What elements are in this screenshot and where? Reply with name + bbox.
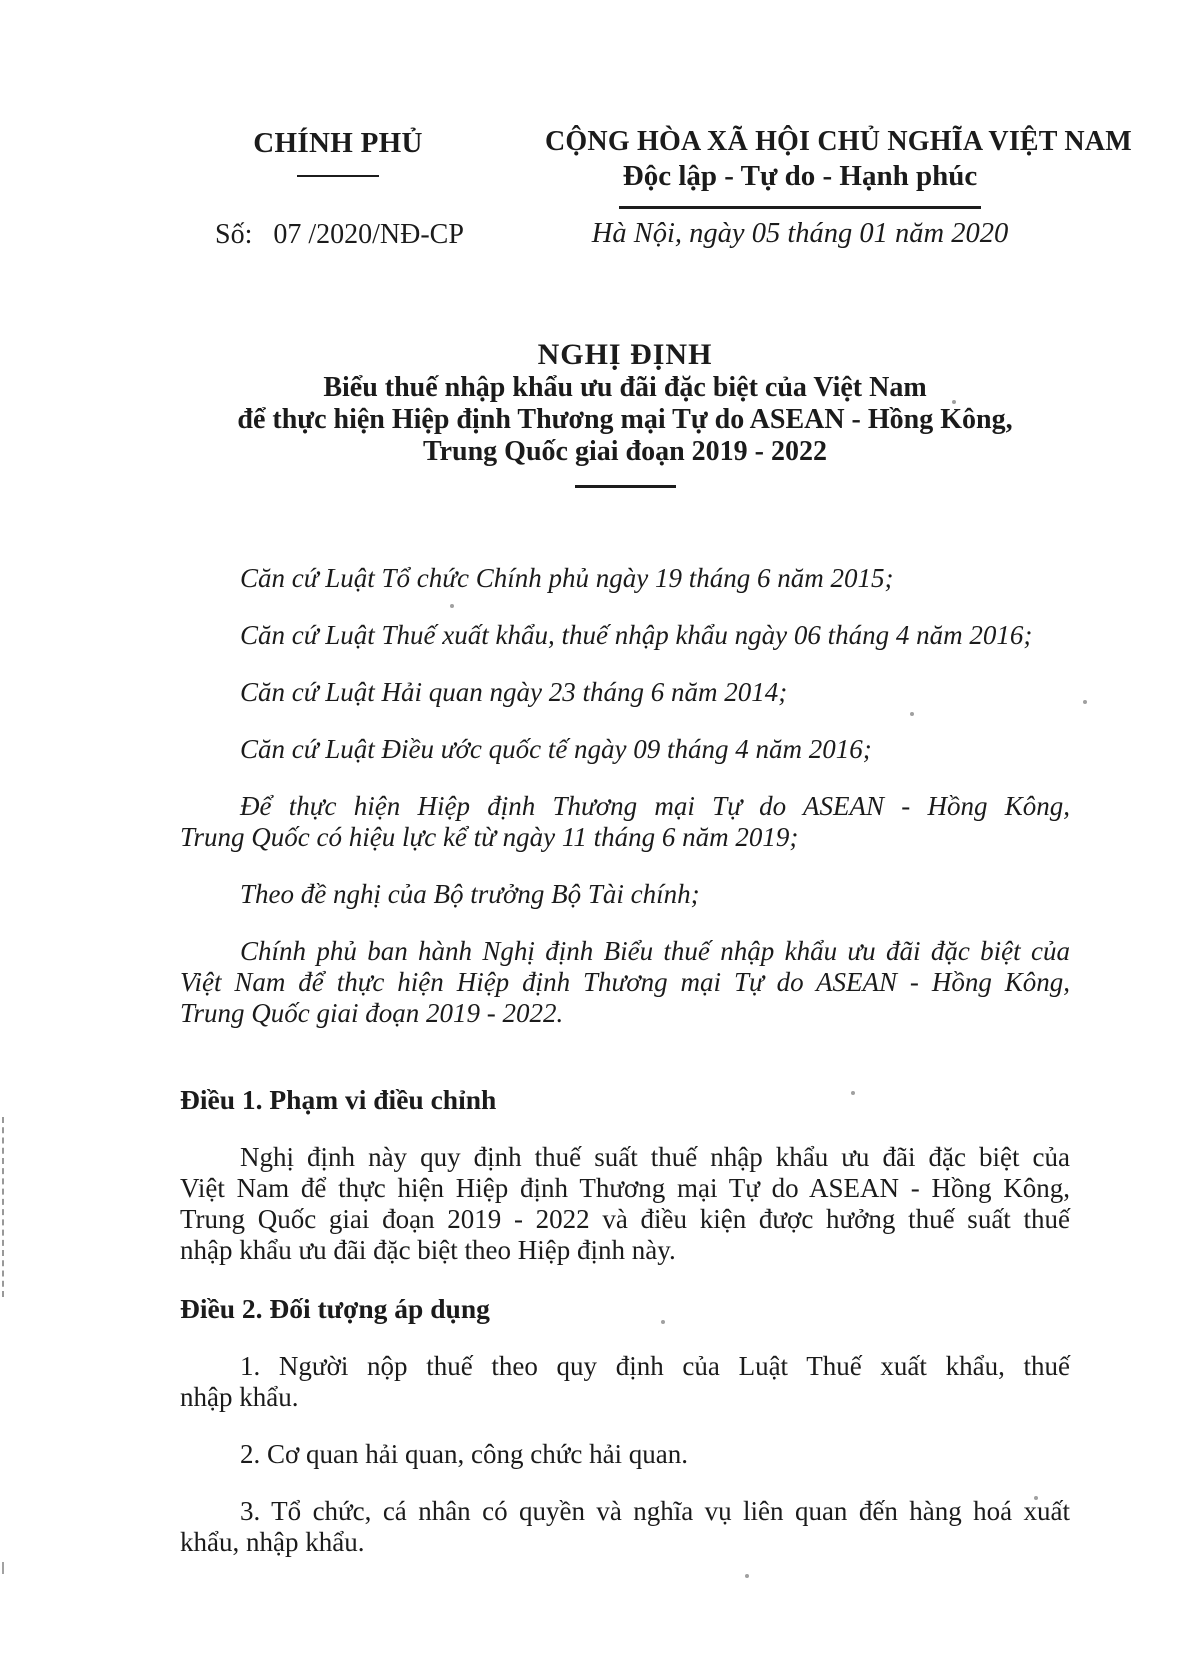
preamble-line: Căn cứ Luật Điều ước quốc tế ngày 09 tháng 4 năm 2016; bbox=[240, 734, 872, 764]
issuing-authority: CHÍNH PHỦ bbox=[253, 127, 423, 159]
article-2-clause-1 bbox=[180, 1351, 1070, 1413]
preamble-paragraph bbox=[180, 563, 1070, 594]
article-line: khẩu, nhập khẩu. bbox=[180, 1527, 365, 1557]
article-line: 1. Người nộp thuế theo quy định của Luật Thuế xuất khẩu, thuế bbox=[240, 1351, 1070, 1381]
motto-underline bbox=[619, 206, 981, 209]
scan-speck bbox=[910, 712, 914, 716]
national-name: CỘNG HÒA XÃ HỘI CHỦ NGHĨA VIỆT NAM bbox=[545, 126, 1132, 157]
document-kind: NGHỊ ĐỊNH bbox=[537, 338, 713, 371]
article-2-clause-3 bbox=[180, 1496, 1070, 1558]
preamble-paragraph bbox=[180, 936, 1070, 1029]
article-1-heading: Điều 1. Phạm vi điều chỉnh bbox=[180, 1084, 497, 1115]
article-line: Nghị định này quy định thuế suất thuế nhập khẩu ưu đãi đặc biệt của bbox=[240, 1142, 1070, 1172]
scan-speck bbox=[851, 1091, 855, 1095]
preamble-paragraph bbox=[180, 879, 1070, 910]
article-line: nhập khẩu ưu đãi đặc biệt theo Hiệp định này. bbox=[180, 1235, 676, 1265]
issuer-underline bbox=[297, 175, 379, 177]
preamble-paragraph bbox=[180, 734, 1070, 765]
article-line: 3. Tổ chức, cá nhân có quyền và nghĩa vụ liên quan đến hàng hoá xuất bbox=[240, 1496, 1070, 1526]
scan-speck bbox=[745, 1574, 749, 1578]
preamble-line: Căn cứ Luật Thuế xuất khẩu, thuế nhập khẩu ngày 06 tháng 4 năm 2016; bbox=[240, 620, 1033, 650]
scan-speck bbox=[952, 400, 956, 404]
preamble-paragraph bbox=[180, 620, 1070, 651]
article-1-paragraph bbox=[180, 1142, 1070, 1266]
preamble-line: Căn cứ Luật Hải quan ngày 23 tháng 6 năm 2014; bbox=[240, 677, 788, 707]
title-line-1: Biểu thuế nhập khẩu ưu đãi đặc biệt của Việt Nam bbox=[323, 372, 927, 403]
title-line-3: Trung Quốc giai đoạn 2019 - 2022 bbox=[423, 436, 827, 467]
scan-speck bbox=[661, 1320, 665, 1324]
scan-speck bbox=[1083, 700, 1087, 704]
preamble-line: Trung Quốc có hiệu lực kể từ ngày 11 tháng 6 năm 2019; bbox=[180, 822, 799, 852]
article-line: nhập khẩu. bbox=[180, 1382, 299, 1412]
title-divider bbox=[575, 485, 676, 488]
preamble-line: Trung Quốc giai đoạn 2019 - 2022. bbox=[180, 998, 564, 1028]
preamble-line: Theo đề nghị của Bộ trưởng Bộ Tài chính; bbox=[240, 879, 700, 909]
preamble-paragraph bbox=[180, 677, 1070, 708]
title-line-2: để thực hiện Hiệp định Thương mại Tự do ASEAN - Hồng Kông, bbox=[237, 404, 1013, 435]
preamble-line: Việt Nam để thực hiện Hiệp định Thương mại Tự do ASEAN - Hồng Kông, bbox=[180, 967, 1070, 997]
article-line: Việt Nam để thực hiện Hiệp định Thương mại Tự do ASEAN - Hồng Kông, bbox=[180, 1173, 1070, 1203]
document-number: Số: 07 /2020/NĐ-CP bbox=[215, 219, 464, 250]
article-2-clause-2 bbox=[180, 1439, 1070, 1470]
scan-artifact-dash bbox=[2, 1562, 4, 1574]
preamble-line: Để thực hiện Hiệp định Thương mại Tự do ASEAN - Hồng Kông, bbox=[240, 791, 1070, 821]
article-2-heading: Điều 2. Đối tượng áp dụng bbox=[180, 1293, 490, 1324]
article-line: Trung Quốc giai đoạn 2019 - 2022 và điều kiện được hưởng thuế suất thuế bbox=[180, 1204, 1070, 1234]
document-body bbox=[180, 563, 1070, 1584]
national-header-block bbox=[545, 126, 1132, 209]
preamble-line: Chính phủ ban hành Nghị định Biểu thuế nhập khẩu ưu đãi đặc biệt của bbox=[240, 936, 1070, 966]
scan-speck bbox=[1034, 1496, 1038, 1500]
issuing-authority-block bbox=[188, 128, 488, 177]
place-and-date: Hà Nội, ngày 05 tháng 01 năm 2020 bbox=[591, 218, 1009, 249]
preamble-paragraph bbox=[180, 791, 1070, 853]
preamble-line: Căn cứ Luật Tổ chức Chính phủ ngày 19 tháng 6 năm 2015; bbox=[240, 563, 894, 593]
scan-artifact-dashed-line bbox=[2, 1117, 4, 1297]
document-title-block bbox=[152, 338, 1098, 488]
national-motto: Độc lập - Tự do - Hạnh phúc bbox=[622, 160, 978, 192]
article-line: 2. Cơ quan hải quan, công chức hải quan. bbox=[240, 1439, 689, 1469]
scan-speck bbox=[450, 604, 454, 608]
